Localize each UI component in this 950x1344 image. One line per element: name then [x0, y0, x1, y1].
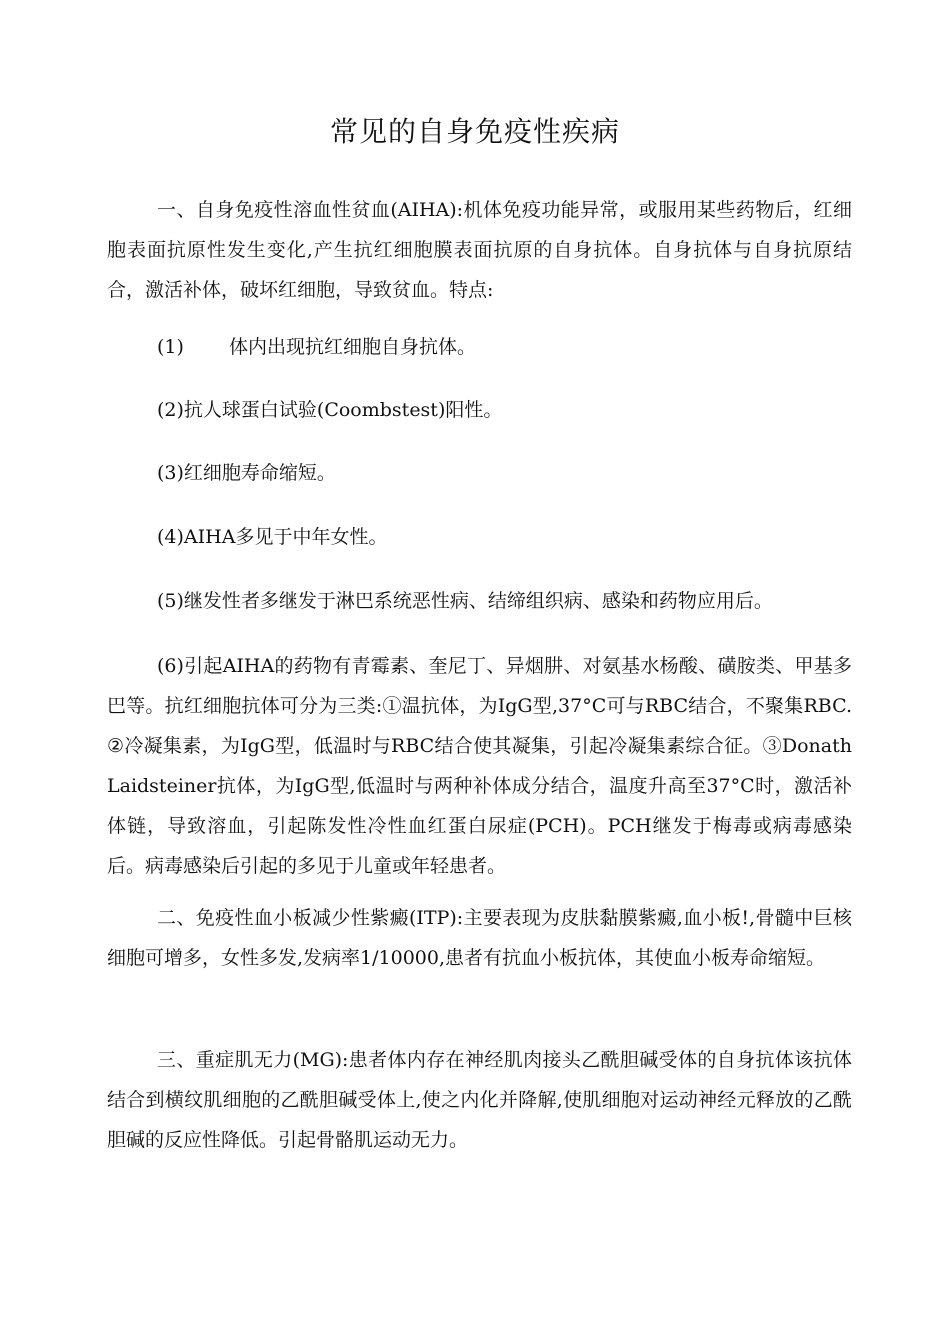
list-item-text: 继发性者多继发于淋巴系统恶性病、结缔组织病、感染和药物应用后。	[183, 590, 773, 612]
section-2-paragraph: 二、免疫性血小板减少性紫癜(ITP):主要表现为皮肤黏膜紫癜,血小板!,骨髓中巨核细胞可增多，女性多发,发病率1/10000,患者有抗血小板抗体，其使血小板寿命缩短。	[107, 907, 852, 969]
list-item-4	[157, 522, 852, 552]
list-item-3	[157, 458, 852, 488]
list-item-2	[157, 395, 852, 425]
list-item-text: 抗人球蛋白试验(Coombstest)阳性。	[183, 399, 503, 421]
list-item-6: (6)引起AIHA的药物有青霉素、奎尼丁、异烟肼、对氨基水杨酸、磺胺类、甲基多巴等。抗红细胞抗体可分为三类:①温抗体，为IgG型,37°C可与RBC结合，不聚集RBC.②冷凝集素，为IgG型，低温时与RBC结合使其凝集，引起冷凝集素综合征。③DonathLaidsteiner抗体，为IgG型,低温时与两种补体成分结合，温度升高至37°C时，激活补体链，导致溶血，引起陈发性冷性血红蛋白尿症(PCH)。PCH继发于梅毒或病毒感染后。病毒感染后引起的多见于儿童或年轻患者。	[107, 655, 852, 877]
list-item-text: AIHA多见于中年女性。	[183, 526, 388, 548]
list-item-5	[157, 586, 852, 616]
list-item-number: (5)	[157, 590, 184, 612]
list-item-number: (4)	[157, 526, 184, 548]
list-item-text: 红细胞寿命缩短。	[183, 462, 336, 484]
list-item-1	[157, 332, 852, 362]
list-item-number: (3)	[157, 462, 184, 484]
list-item-text: 体内出现抗红细胞自身抗体。	[229, 336, 477, 358]
document-title: 常见的自身免疫性疾病	[329, 115, 620, 148]
section-3-paragraph: 三、重症肌无力(MG):患者体内存在神经肌肉接头乙酰胆碱受体的自身抗体该抗体结合到横纹肌细胞的乙酰胆碱受体上,使之内化并降解,使肌细胞对运动神经元释放的乙酰胆碱的反应性降低。引起骨骼肌运动无力。	[107, 1049, 852, 1151]
list-item-number: (1)	[157, 336, 184, 358]
list-item-number: (2)	[157, 399, 184, 421]
section-1-intro: 一、自身免疫性溶血性贫血(AIHA):机体免疫功能异常，或服用某些药物后，红细胞表面抗原性发生变化,产生抗红细胞膜表面抗原的自身抗体。自身抗体与自身抗原结合，激活补体，破坏红细胞，导致贫血。特点:	[107, 199, 852, 301]
